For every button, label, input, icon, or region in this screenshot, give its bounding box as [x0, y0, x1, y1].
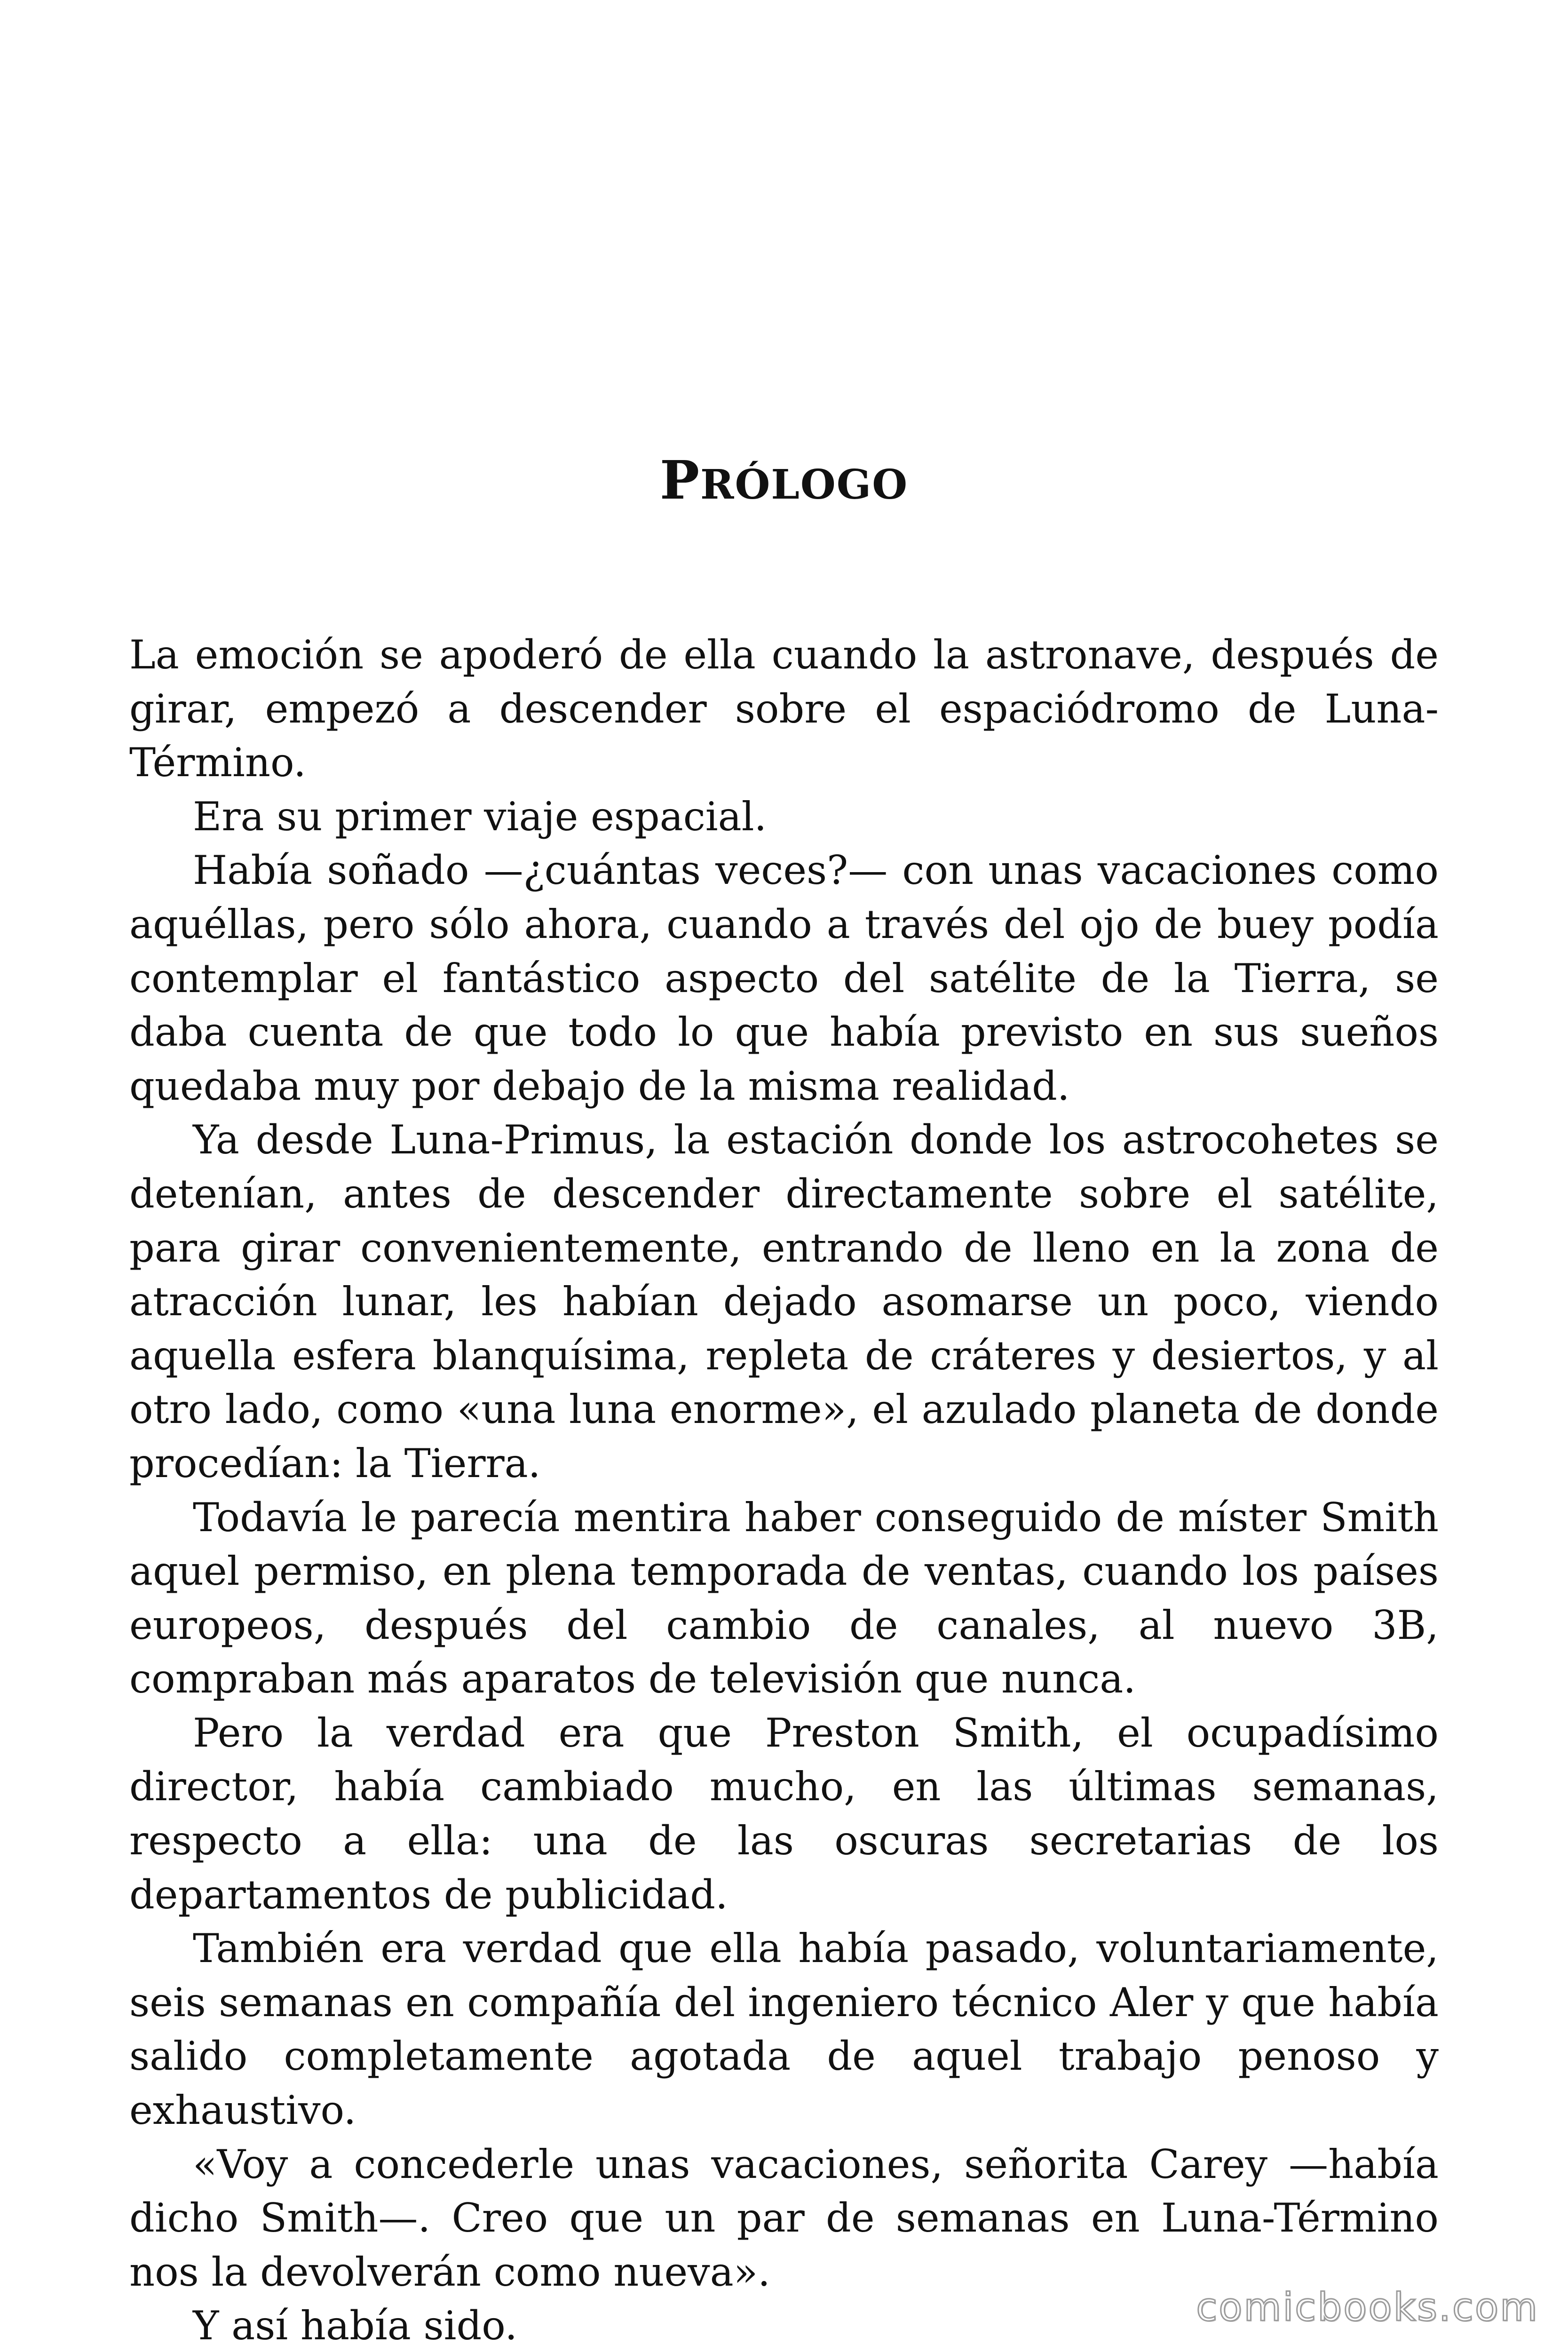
body-text — [129, 628, 1439, 2352]
paragraph-2: Era su primer viaje espacial. — [193, 793, 767, 840]
chapter-title — [0, 452, 1568, 509]
paragraph-8: «Voy a concederle unas vacaciones, señorita Carey —había dicho Smith—. Creo que un par de semanas en Luna-Término nos la devolverán como nueva». — [129, 2141, 1439, 2295]
paragraph-7: También era verdad que ella había pasado, voluntariamente, seis semanas en compañía del ingeniero técnico Aler y que había salido completamente agotada de aquel trabajo penoso y exhaustivo. — [129, 1925, 1439, 2134]
paragraph-1: La emoción se apoderó de ella cuando la astronave, después de girar, empezó a descender sobre el espaciódromo de Luna-Término. — [129, 632, 1439, 786]
paragraph-6: Pero la verdad era que Preston Smith, el ocupadísimo director, había cambiado mucho, en las últimas semanas, respecto a ella: una de las oscuras secretarias de los departamentos de publicidad. — [129, 1709, 1439, 1918]
paragraph-9: Y así había sido. — [193, 2303, 518, 2349]
chapter-title-initial: P — [659, 450, 701, 511]
paragraph-5: Todavía le parecía mentira haber conseguido de míster Smith aquel permiso, en plena temporada de ventas, cuando los países europeos, después del cambio de canales, al nuevo 3B, compraban más aparatos de televisión que nunca. — [129, 1494, 1439, 1702]
chapter-title-rest: RÓLOGO — [700, 461, 909, 509]
watermark-text: comicbooks.com — [1196, 2285, 1539, 2330]
paragraph-4: Ya desde Luna-Primus, la estación donde los astrocohetes se detenían, antes de descender directamente sobre el satélite, para girar convenientemente, entrando de lleno en la zona de atracción lunar, les habían dejado asomarse un poco, viendo aquella esfera blanquísima, repleta de cráteres y desiertos, y al otro lado, como «una luna enorme», el azulado planeta de donde procedían: la Tierra. — [129, 1117, 1439, 1486]
paragraph-3: Había soñado —¿cuántas veces?— con unas vacaciones como aquéllas, pero sólo ahora, cuando a través del ojo de buey podía contemplar el fantástico aspecto del satélite de la Tierra, se daba cuenta de que todo lo que había previsto en sus sueños quedaba muy por debajo de la misma realidad. — [129, 847, 1439, 1109]
